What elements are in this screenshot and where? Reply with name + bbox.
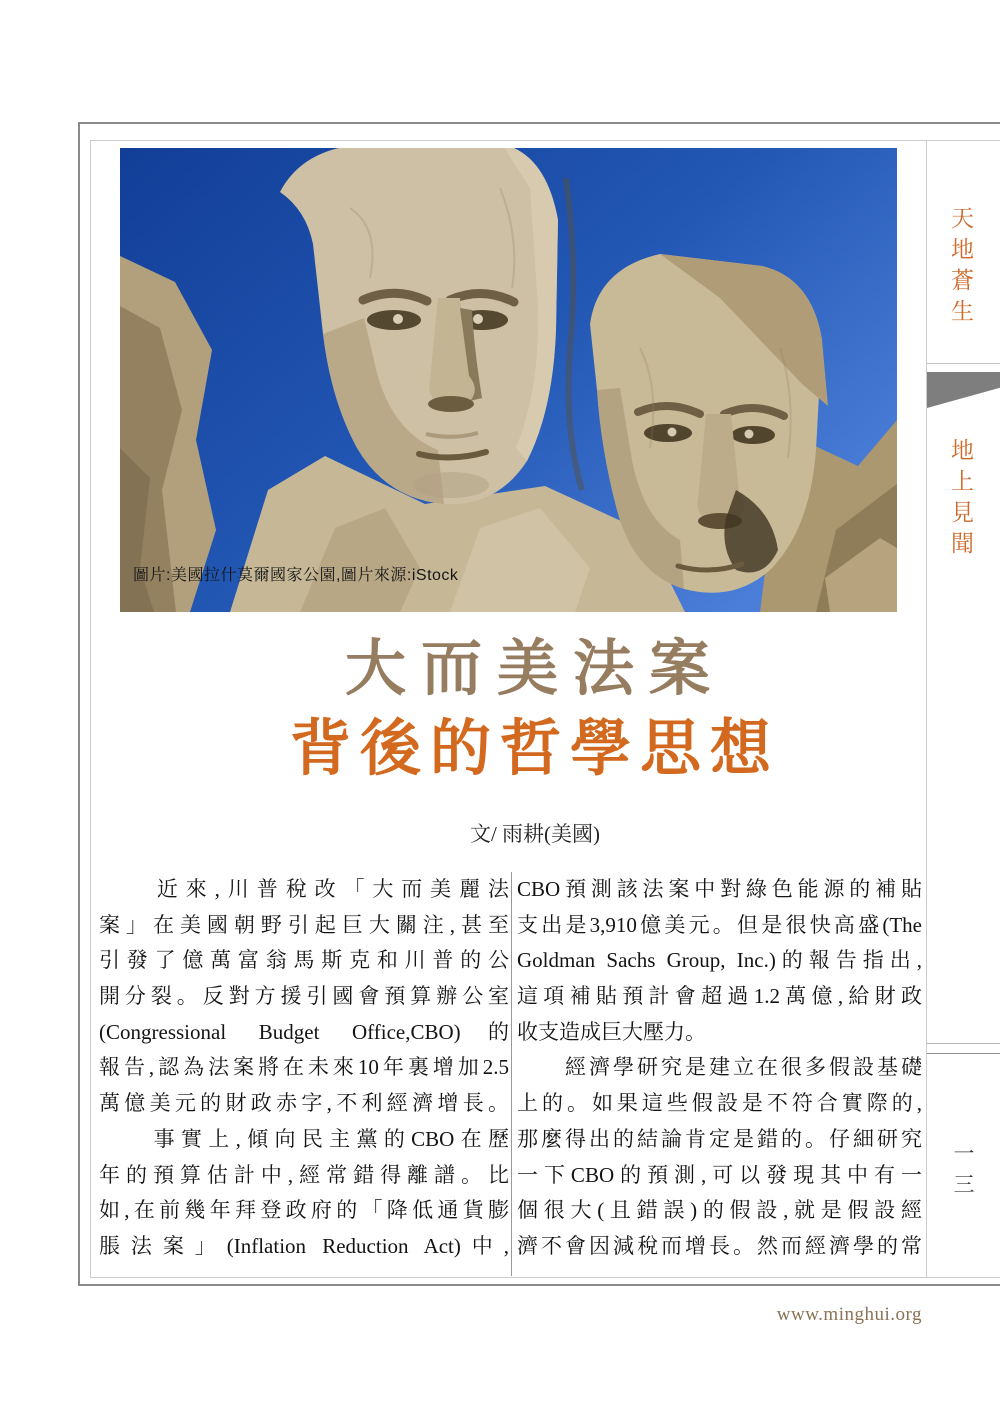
text-line: 引發了億萬富翁馬斯克和川普的公: [99, 948, 509, 973]
sidebar-rule-top: [927, 363, 1000, 364]
body-column-left: [99, 872, 509, 1265]
sidebar-rule-middle-2: [927, 1053, 1000, 1054]
article-title: [110, 633, 960, 784]
footer-url: www.minghui.org: [776, 1304, 922, 1325]
title-line-1: 大而美法案: [344, 633, 725, 704]
rushmore-photo-illustration: [120, 148, 897, 612]
text-line: 那麼得出的結論肯定是錯的。仔細研究: [517, 1126, 922, 1151]
text-line: 近來,川普稅改「大而美麗法: [99, 877, 509, 901]
sidebar-section-bottom: 地上見聞: [948, 438, 973, 562]
text-line: 濟不會因減稅而增長。然而經濟學的常: [517, 1233, 922, 1258]
title-line-2: 背後的哲學思想: [289, 713, 780, 784]
text-line: 經濟學研究是建立在很多假設基礎: [517, 1055, 922, 1080]
text-line: Goldman Sachs Group, Inc.)的報告指出,: [517, 948, 922, 973]
column-divider: [511, 872, 512, 1276]
sidebar-rule-middle-1: [927, 1043, 1000, 1044]
text-line: 脹法案」(Inflation Reduction Act)中,: [99, 1233, 509, 1258]
text-line: (Congressional Budget Office,CBO)的: [99, 1019, 509, 1044]
text-line: 一下CBO的預測,可以發現其中有一: [517, 1162, 922, 1187]
text-line: 事實上,傾向民主黨的CBO在歷: [99, 1126, 509, 1151]
text-line: 年的預算估計中,經常錯得離譜。比: [99, 1162, 509, 1187]
sidebar-section-top: 天地蒼生: [948, 206, 973, 330]
body-column-right: [517, 872, 922, 1265]
text-line: 如,在前幾年拜登政府的「降低通貨膨: [99, 1198, 509, 1223]
page-number: 一三: [951, 1142, 975, 1204]
text-line: 報告,認為法案將在未來10年裏增加2.5: [99, 1055, 509, 1080]
text-line: 個很大(且錯誤)的假設,就是假設經: [517, 1198, 922, 1223]
byline: 文/ 雨耕(美國): [469, 822, 601, 846]
text-line: 這項補貼預計會超過1.2萬億,給財政: [517, 984, 922, 1009]
text-line: 收支造成巨大壓力。: [517, 1019, 706, 1044]
text-line: 上的。如果這些假設是不符合實際的,: [517, 1091, 922, 1116]
photo-caption: 圖片:美國拉什莫爾國家公園,圖片來源:iStock: [133, 567, 459, 584]
rushmore-photo: [120, 148, 897, 612]
text-line: CBO預測該法案中對綠色能源的補貼: [517, 877, 922, 901]
text-line: 開分裂。反對方援引國會預算辦公室: [99, 984, 509, 1009]
text-line: 支出是3,910億美元。但是很快高盛(The: [517, 912, 922, 937]
text-line: 案」在美國朝野引起巨大關注,甚至: [99, 912, 509, 937]
text-line: 萬億美元的財政赤字,不利經濟增長。: [99, 1091, 509, 1116]
